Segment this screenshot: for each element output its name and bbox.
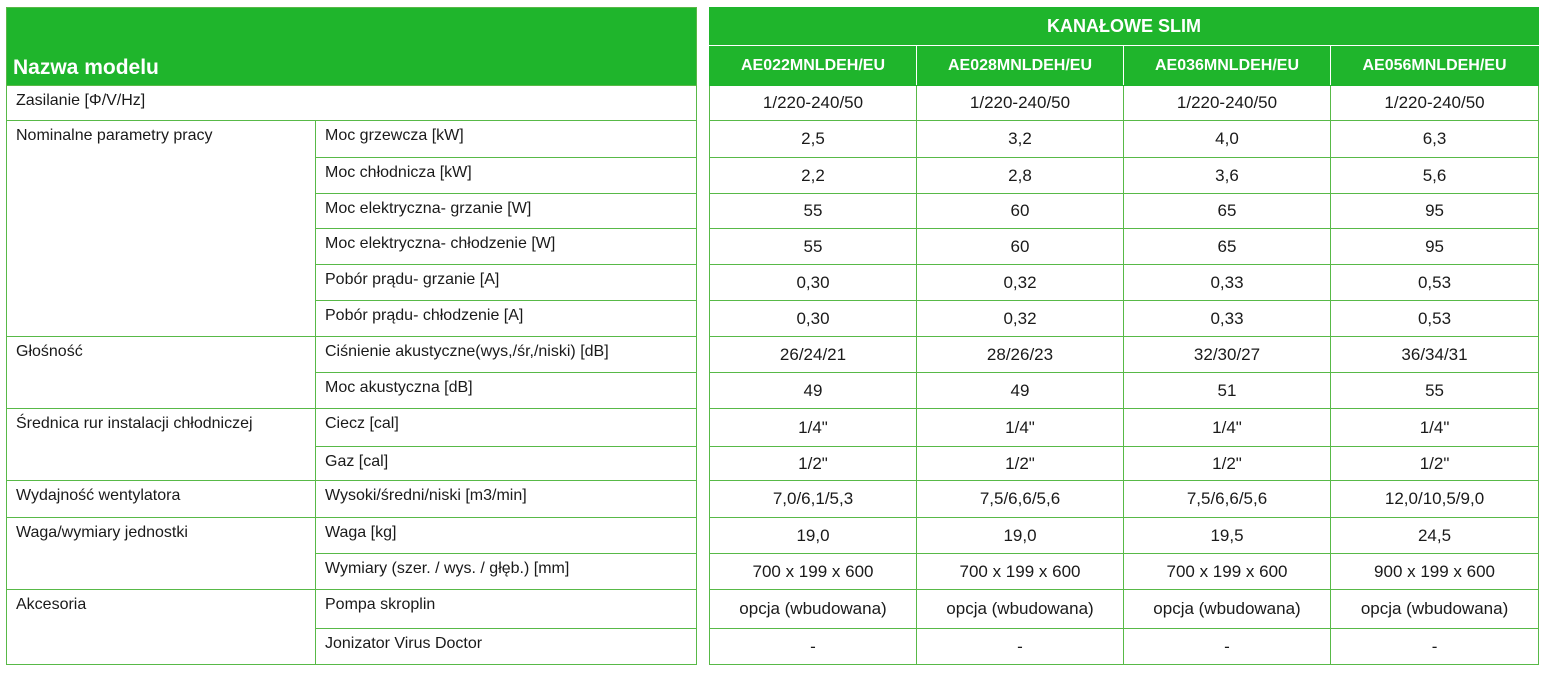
value-cell: 0,33 [1124,301,1331,337]
value-cell: 55 [1331,373,1539,409]
value-cell: 95 [1331,229,1539,265]
value-cell: 4,0 [1124,121,1331,158]
value-cell: 0,32 [917,265,1124,301]
value-cell: 55 [710,194,917,229]
value-row [710,158,1539,194]
value-cell: - [710,629,917,665]
label-row [7,337,697,373]
value-row [710,518,1539,554]
value-cell: 1/4" [1331,409,1539,447]
value-cell: 1/2" [1124,447,1331,481]
sub-label: Jonizator Virus Doctor [316,629,697,665]
value-cell: 49 [917,373,1124,409]
label-row [7,409,697,447]
label-row [7,590,697,629]
sub-label: Moc elektryczna- chłodzenie [W] [316,229,697,265]
sub-label: Pobór prądu- chłodzenie [A] [316,301,697,337]
value-cell: 55 [710,229,917,265]
value-cell: 7,0/6,1/5,3 [710,481,917,518]
value-cell: 1/2" [710,447,917,481]
sub-label: Gaz [cal] [316,447,697,481]
value-cell: 0,33 [1124,265,1331,301]
value-cell: 1/4" [710,409,917,447]
sub-label: Pompa skroplin [316,590,697,629]
label-row [7,518,697,554]
value-cell: 28/26/23 [917,337,1124,373]
value-row [710,194,1539,229]
sub-label: Wysoki/średni/niski [m3/min] [316,481,697,518]
value-cell: 32/30/27 [1124,337,1331,373]
group-header-row [710,8,1539,46]
value-cell: 95 [1331,194,1539,229]
value-cell: - [1331,629,1539,665]
label-row [7,481,697,518]
value-cell: 65 [1124,229,1331,265]
value-cell: opcja (wbudowana) [710,590,917,629]
model-name-header: Nazwa modelu [7,8,697,86]
value-cell: 0,30 [710,301,917,337]
value-cell: 1/4" [917,409,1124,447]
value-cell: 0,53 [1331,301,1539,337]
value-cell: 19,0 [917,518,1124,554]
value-cell: 19,5 [1124,518,1331,554]
value-row [710,265,1539,301]
value-cell: 1/220-240/50 [710,86,917,121]
value-row [710,373,1539,409]
sub-label: Moc grzewcza [kW] [316,121,697,158]
value-cell: 7,5/6,6/5,6 [1124,481,1331,518]
value-cell: 2,5 [710,121,917,158]
group-title: KANAŁOWE SLIM [710,8,1539,46]
sub-label: Ciecz [cal] [316,409,697,447]
value-row [710,554,1539,590]
sub-label: Moc chłodnicza [kW] [316,158,697,194]
value-row [710,121,1539,158]
value-cell: 1/2" [1331,447,1539,481]
sub-label: Wymiary (szer. / wys. / głęb.) [mm] [316,554,697,590]
parameter-labels-table [6,7,697,665]
value-cell: 24,5 [1331,518,1539,554]
value-cell: 5,6 [1331,158,1539,194]
sub-label: Ciśnienie akustyczne(wys,/śr,/niski) [dB] [316,337,697,373]
value-cell: - [1124,629,1331,665]
value-row [710,629,1539,665]
value-cell: - [917,629,1124,665]
value-cell: 0,30 [710,265,917,301]
value-cell: 65 [1124,194,1331,229]
value-cell: 60 [917,194,1124,229]
value-cell: 12,0/10,5/9,0 [1331,481,1539,518]
value-cell: 1/220-240/50 [917,86,1124,121]
value-row [710,590,1539,629]
left-header-row [7,8,697,86]
group-label: Waga/wymiary jednostki [7,518,316,590]
sub-label: Moc elektryczna- grzanie [W] [316,194,697,229]
value-cell: 2,2 [710,158,917,194]
value-cell: 700 x 199 x 600 [917,554,1124,590]
group-label: Średnica rur instalacji chłodniczej [7,409,316,481]
group-label: Nominalne parametry pracy [7,121,316,337]
model-header: AE036MNLDEH/EU [1124,46,1331,86]
group-label: Głośność [7,337,316,409]
model-header: AE028MNLDEH/EU [917,46,1124,86]
value-row [710,229,1539,265]
value-cell: opcja (wbudowana) [1331,590,1539,629]
value-cell: 0,32 [917,301,1124,337]
value-row [710,86,1539,121]
value-cell: 6,3 [1331,121,1539,158]
value-row [710,447,1539,481]
value-cell: 2,8 [917,158,1124,194]
model-header: AE056MNLDEH/EU [1331,46,1539,86]
value-cell: 900 x 199 x 600 [1331,554,1539,590]
group-label: Akcesoria [7,590,316,665]
value-cell: opcja (wbudowana) [1124,590,1331,629]
value-cell: 3,2 [917,121,1124,158]
value-cell: 1/2" [917,447,1124,481]
value-cell: 1/4" [1124,409,1331,447]
group-label: Wydajność wentylatora [7,481,316,518]
value-cell: 49 [710,373,917,409]
value-cell: 700 x 199 x 600 [1124,554,1331,590]
sub-label: Waga [kg] [316,518,697,554]
value-cell: 51 [1124,373,1331,409]
value-row [710,481,1539,518]
value-cell: opcja (wbudowana) [917,590,1124,629]
value-cell: 1/220-240/50 [1124,86,1331,121]
sub-label: Moc akustyczna [dB] [316,373,697,409]
value-row [710,301,1539,337]
model-header-row [710,46,1539,86]
label-row [7,86,697,121]
label-row [7,121,697,158]
value-row [710,337,1539,373]
model-values-table [709,7,1539,665]
value-cell: 60 [917,229,1124,265]
value-cell: 700 x 199 x 600 [710,554,917,590]
value-cell: 7,5/6,6/5,6 [917,481,1124,518]
value-cell: 1/220-240/50 [1331,86,1539,121]
sub-label: Pobór prądu- grzanie [A] [316,265,697,301]
value-cell: 0,53 [1331,265,1539,301]
value-cell: 36/34/31 [1331,337,1539,373]
model-header: AE022MNLDEH/EU [710,46,917,86]
group-label: Zasilanie [Φ/V/Hz] [7,86,697,121]
value-cell: 3,6 [1124,158,1331,194]
value-row [710,409,1539,447]
value-cell: 19,0 [710,518,917,554]
value-cell: 26/24/21 [710,337,917,373]
